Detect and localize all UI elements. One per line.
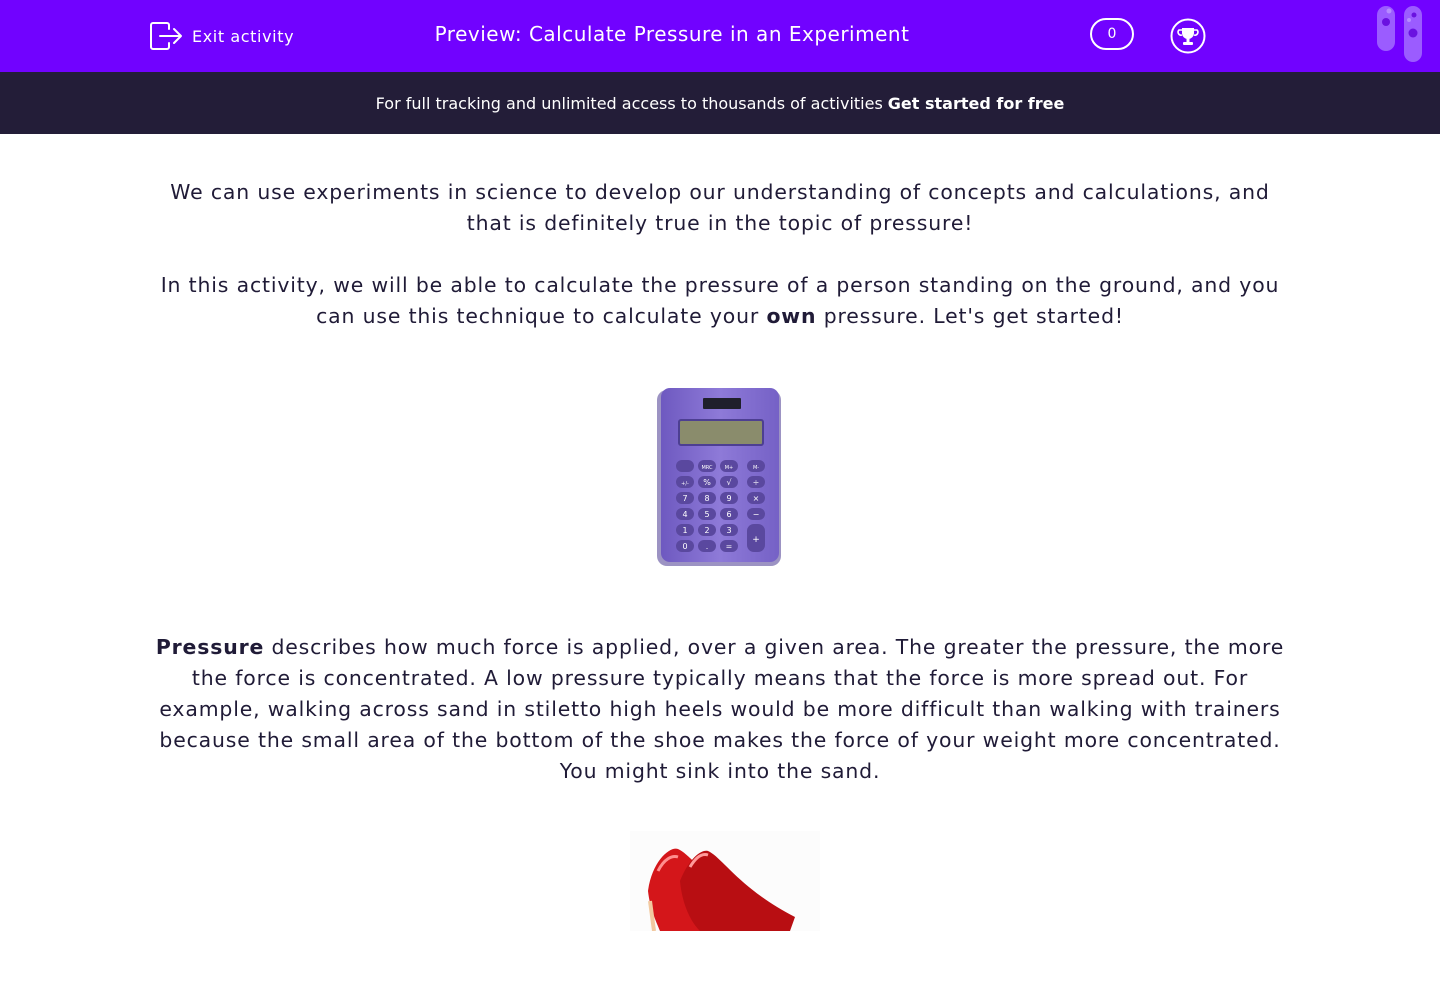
get-started-link[interactable]: Get started for free — [887, 93, 1065, 113]
intro-text-start: In this activity, we will be able to calculate the pressure of a person standing on the ground, and you can use this technique to calculate your — [160, 273, 1280, 328]
calculator-key-label: 4 — [682, 510, 688, 519]
calculator-key-label: 3 — [726, 526, 732, 535]
calculator-key-label: 2 — [704, 526, 710, 535]
calculator-key-label: 6 — [726, 510, 732, 519]
calculator-image — [655, 388, 783, 568]
score-counter: 0 — [1090, 18, 1134, 50]
explanation-text: describes how much force is applied, over a given area. The greater the pressure, the more the force is concentrated. A low pressure typically means that the force is more spread out. For example, walking across sand in stiletto high heels would be more difficult than walking with trainers because the small area of the bottom of the shoe makes the force of your weight more concentrated. You might sink into the sand. — [159, 635, 1285, 783]
calculator-key-label: − — [752, 510, 760, 519]
intro-emphasis: own — [766, 304, 817, 328]
calculator-key — [676, 460, 694, 472]
calculator-key-label: 0 — [682, 542, 688, 551]
promo-banner — [0, 72, 1440, 134]
calculator-key-label: 5 — [704, 510, 710, 519]
calculator-key-label: ÷ — [752, 478, 760, 487]
calculator-key-label: M- — [752, 465, 760, 471]
exit-activity-label: Exit activity — [192, 26, 295, 46]
calculator-key-label: % — [703, 478, 711, 487]
promo-text: For full tracking and unlimited access to thousands of activities — [375, 93, 883, 113]
pressure-term: Pressure — [155, 635, 265, 659]
calculator-key-label: . — [705, 542, 709, 551]
explanation-paragraph — [155, 632, 1285, 787]
calculator-key-label: 9 — [726, 494, 732, 503]
top-bar — [0, 0, 1440, 72]
intro-paragraph-1: We can use experiments in science to develop our understanding of concepts and calculations, and that is definitely true in the topic of pressure! — [170, 180, 1270, 235]
calculator-key-label: MRC — [701, 465, 713, 471]
calculator-key-label: 1 — [682, 526, 688, 535]
shoes-image-container — [155, 787, 1285, 987]
trophy-icon[interactable] — [1170, 18, 1206, 54]
calculator-key-label: 8 — [704, 494, 710, 503]
intro-text-end: pressure. Let's get started! — [816, 304, 1124, 328]
calculator-image-container — [155, 332, 1285, 632]
calculator-key-label: √ — [726, 478, 732, 487]
calculator-key-label: = — [725, 542, 733, 551]
page-title: Preview: Calculate Pressure in an Experiment — [434, 22, 910, 46]
calculator-key-label: 7 — [682, 494, 688, 503]
intro-paragraph-2 — [155, 270, 1285, 332]
calculator-key-label: +/- — [681, 481, 689, 487]
activity-content — [155, 177, 1285, 987]
red-high-heels-image — [630, 831, 820, 931]
test-tubes-icon — [1376, 6, 1424, 64]
calculator-plus-label: + — [752, 535, 760, 545]
calculator-key-label: M+ — [724, 465, 734, 471]
calculator-key-label: × — [752, 494, 760, 503]
